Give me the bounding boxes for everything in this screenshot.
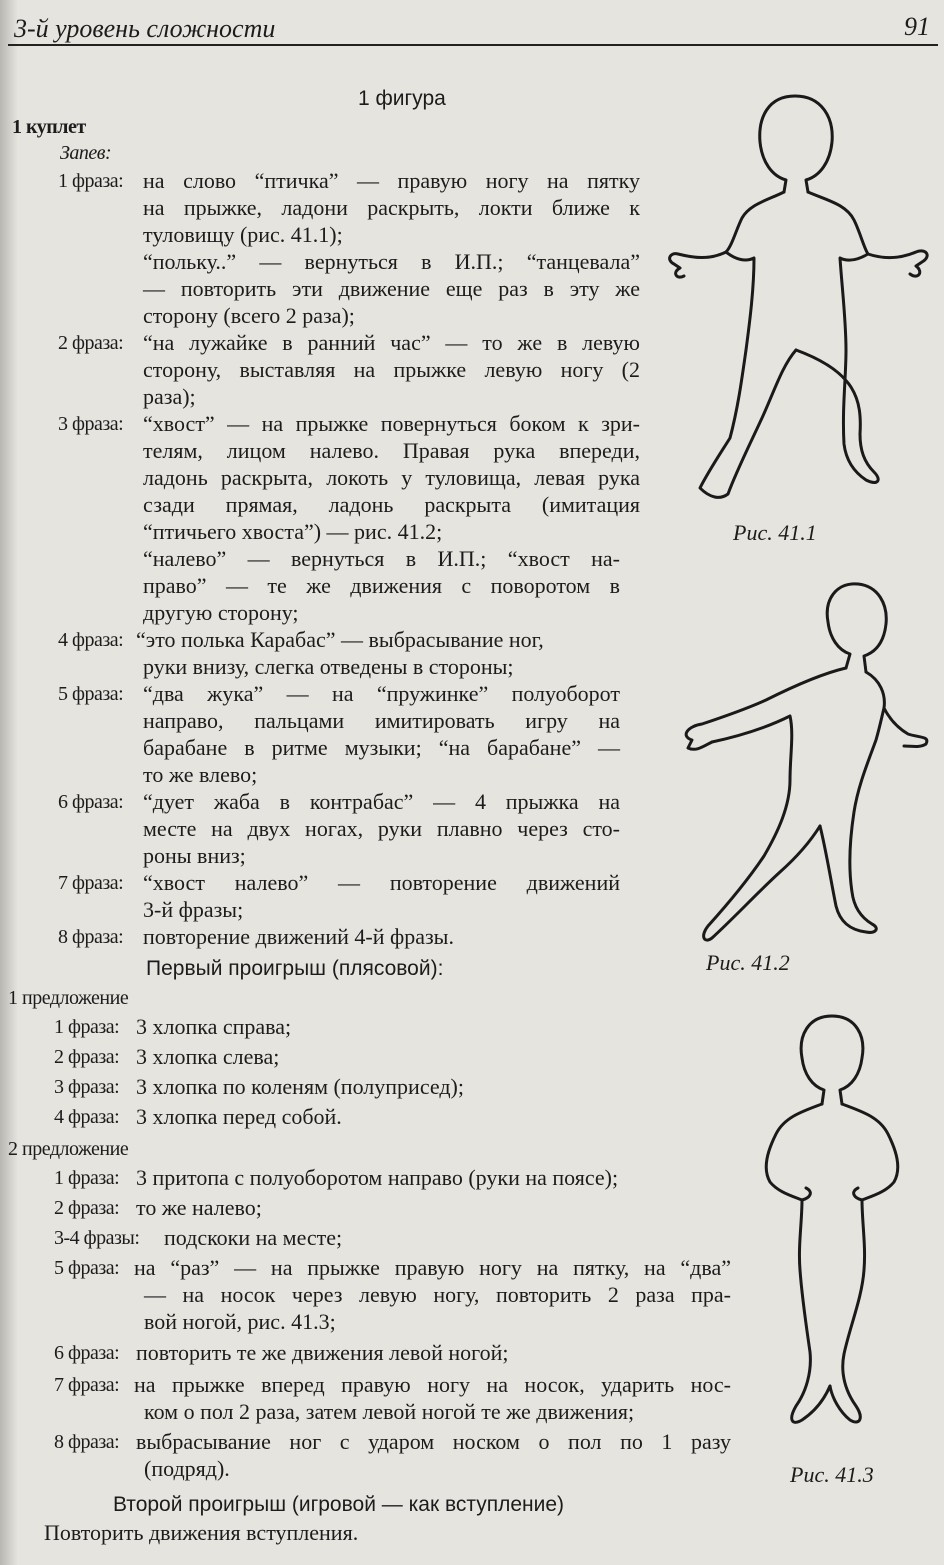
phrase-number: 8 фраза: <box>54 1431 120 1453</box>
phrase-text-line: вой ногой, рис. 41.3; <box>144 1309 336 1334</box>
verse-label: 1 куплет <box>12 116 86 138</box>
phrase-text-line: “птичьего хвоста”) — рис. 41.2; <box>143 519 443 544</box>
phrase-text-line: право” — те же движения с поворотом в <box>143 573 620 598</box>
phrase-text-line: на прыжке, ладони раскрыть, локти ближе к <box>143 195 640 220</box>
phrase-number: 3 фраза: <box>54 1076 120 1098</box>
figure-caption: Рис. 41.1 <box>733 520 817 545</box>
phrase-number: 6 фраза: <box>54 1342 120 1364</box>
phrase-text-line: “хвост” — на прыжке повернуться боком к зри- <box>143 411 640 436</box>
phrase-text-line: роны вниз; <box>143 843 246 868</box>
sentence-label: 2 предложение <box>8 1138 129 1160</box>
phrase-number: 5 фраза: <box>58 683 124 705</box>
phrase-text-line: повторить те же движения левой ногой; <box>136 1340 509 1365</box>
phrase-number: 1 фраза: <box>54 1016 120 1038</box>
phrase-text-line: на прыжке вперед правую ногу на носок, ударить нос- <box>134 1372 731 1397</box>
figure-caption: Рис. 41.3 <box>790 1462 874 1487</box>
phrase-number: 1 фраза: <box>58 170 124 192</box>
phrase-text-line: — повторить эти движение еще раз в эту же <box>143 276 640 301</box>
phrase-text-line: другую сторону; <box>143 600 299 625</box>
phrase-number: 5 фраза: <box>54 1257 120 1279</box>
phrase-text-line: направо, пальцами имитировать игру на <box>143 708 620 733</box>
interlude-text: Повторить движения вступления. <box>44 1520 359 1545</box>
phrase-text-line: “дует жаба в контрабас” — 4 прыжка на <box>143 789 620 814</box>
phrase-number: 8 фраза: <box>58 926 124 948</box>
phrase-text-line: “хвост налево” — повторение движений <box>143 870 620 895</box>
phrase-text-line: месте на двух ногах, руки плавно через сто- <box>143 816 620 841</box>
phrase-text-line: телям, лицом налево. Правая рука впереди, <box>143 438 640 463</box>
phrase-text-line: раза); <box>143 384 196 409</box>
interlude-heading: Второй проигрыш (игровой — как вступление) <box>113 1493 565 1516</box>
phrase-number: 3-4 фразы: <box>54 1227 140 1249</box>
phrase-text-line: сторону, выставляя на прыжке левую ногу (2 <box>143 357 640 382</box>
phrase-text-line: 3 хлопка перед собой. <box>136 1104 342 1129</box>
running-title: 3-й уровень сложности <box>14 14 276 43</box>
phrase-number: 1 фраза: <box>54 1167 120 1189</box>
phrase-text-line: ладонь раскрыта, локоть у туловища, левая рука <box>143 465 640 490</box>
phrase-text-line: то же влево; <box>143 762 258 787</box>
phrase-text-line: барабане в ритме музыки; “на барабане” — <box>143 735 620 760</box>
phrase-text-line: 3-й фразы; <box>143 897 244 922</box>
phrase-text-line: руки внизу, слегка отведены в стороны; <box>143 654 514 679</box>
phrase-text-line: 3 хлопка слева; <box>136 1044 280 1069</box>
figure-41-2-illustration <box>640 576 940 956</box>
phrase-text-line: “два жука” — на “пружинке” полуоборот <box>143 681 620 706</box>
running-header <box>0 8 944 48</box>
phrase-number: 3 фраза: <box>58 413 124 435</box>
phrase-text-line: 3 хлопка по коленям (полуприсед); <box>136 1074 464 1099</box>
sentence-label: 1 предложение <box>8 987 129 1009</box>
phrase-text-line: на слово “птичка” — правую ногу на пятку <box>143 168 640 193</box>
phrase-number: 2 фраза: <box>54 1197 120 1219</box>
page-edge-shadow <box>0 0 18 1565</box>
zapev-label: Запев: <box>60 142 112 164</box>
figure-heading: 1 фигура <box>358 87 446 110</box>
phrase-text-line: “налево” — вернуться в И.П.; “хвост на- <box>143 546 620 571</box>
phrase-text-line: на “раз” — на прыжке правую ногу на пятку, на “два” <box>134 1255 731 1280</box>
page-number: 91 <box>904 12 930 41</box>
phrase-text-line: сзади прямая, ладонь раскрыта (имитация <box>143 492 640 517</box>
phrase-text-line: подскоки на месте; <box>164 1225 343 1250</box>
phrase-number: 4 фраза: <box>54 1106 120 1128</box>
header-rule <box>8 44 938 46</box>
phrase-text-line: то же налево; <box>136 1195 262 1220</box>
phrase-number: 2 фраза: <box>58 332 124 354</box>
phrase-number: 7 фраза: <box>54 1374 120 1396</box>
phrase-number: 6 фраза: <box>58 791 124 813</box>
phrase-text-line: туловищу (рис. 41.1); <box>143 222 343 247</box>
phrase-text-line: “на лужайке в ранний час” — то же в левую <box>143 330 640 355</box>
phrase-text-line: (подряд). <box>144 1456 230 1481</box>
phrase-text-line: 3 притопа с полуоборотом направо (руки на поясе); <box>136 1165 619 1190</box>
phrase-text-line: “это полька Карабас” — выбрасывание ног, <box>136 627 544 652</box>
phrase-number: 2 фраза: <box>54 1046 120 1068</box>
phrase-number: 4 фраза: <box>58 629 124 651</box>
figure-41-1-illustration <box>650 88 940 518</box>
phrase-text-line: — на носок через левую ногу, повторить 2 раза пра- <box>144 1282 731 1307</box>
phrase-text-line: ком о пол 2 раза, затем левой ногой те же движения; <box>144 1399 635 1424</box>
phrase-text-line: выбрасывание ног с ударом носком о пол по 1 разу <box>136 1429 731 1454</box>
interlude-heading: Первый проигрыш (плясовой): <box>146 957 444 980</box>
phrase-text-line: 3 хлопка справа; <box>136 1014 292 1039</box>
phrase-text-line: повторение движений 4-й фразы. <box>143 924 454 949</box>
phrase-text-line: сторону (всего 2 раза); <box>143 303 355 328</box>
figure-41-3-illustration <box>740 1008 930 1448</box>
phrase-number: 7 фраза: <box>58 872 124 894</box>
figure-caption: Рис. 41.2 <box>706 950 790 975</box>
phrase-text-line: “польку..” — вернуться в И.П.; “танцевала” <box>143 249 640 274</box>
